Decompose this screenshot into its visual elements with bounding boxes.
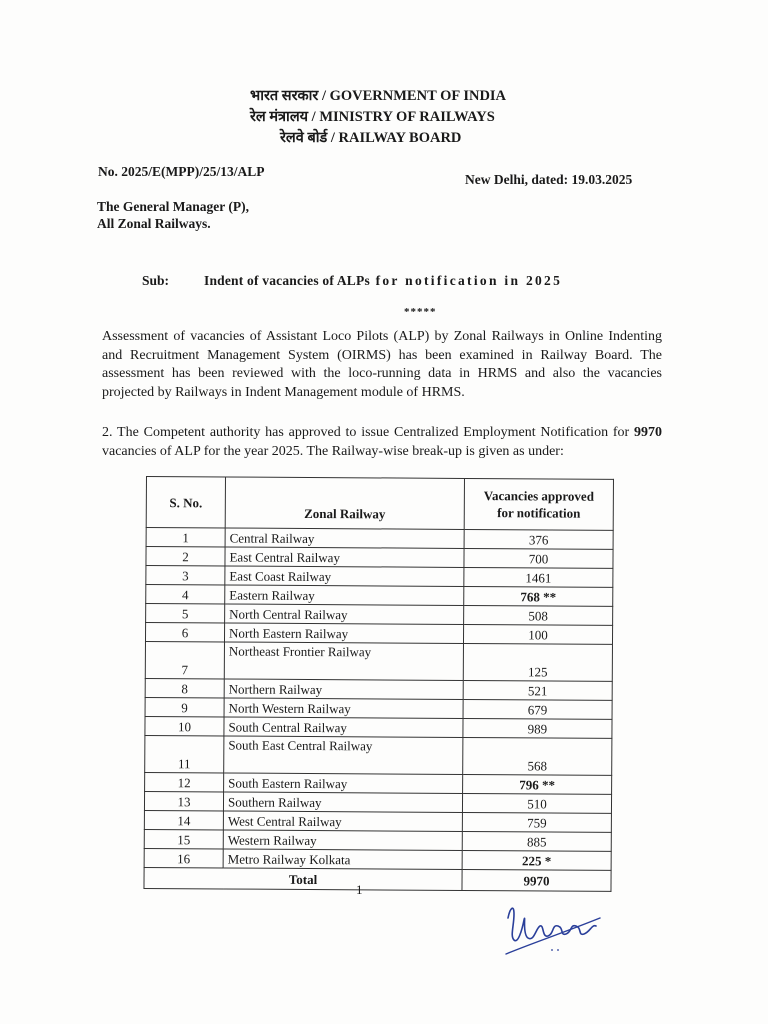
subject-line [142,273,562,289]
row-zone: Central Railway [225,528,464,548]
subject-text-spaced: for notification in 2025 [369,273,563,288]
addressee-line-2: All Zonal Railways. [97,216,211,231]
row-sno: 4 [146,585,225,604]
paragraph-2-count: 9970 [634,425,662,440]
row-zone: West Central Railway [223,811,462,831]
letterhead [250,86,506,149]
row-vacancies: 768 ** [464,586,613,606]
row-zone: Metro Railway Kolkata [223,849,462,869]
row-sno: 2 [146,547,225,566]
row-vacancies: 568 [463,737,612,775]
reference-number: No. 2025/E(MPP)/25/13/ALP [98,164,265,179]
table-header-row [146,477,613,531]
row-zone: Northern Railway [224,679,463,699]
row-sno: 14 [144,810,223,829]
subject-text: Indent of vacancies of ALPs [204,273,370,288]
separator: ***** [404,306,437,318]
row-zone: Eastern Railway [225,585,464,605]
letterhead-board: रेलवे बोर्ड / RAILWAY BOARD [280,130,462,146]
row-vacancies: 885 [462,831,611,851]
row-sno: 3 [146,566,225,585]
letterhead-government: भारत सरकार / GOVERNMENT OF INDIA [250,88,507,104]
row-zone: Western Railway [223,830,462,850]
header-vacancies [464,478,613,530]
row-vacancies: 989 [463,718,612,738]
paragraph-2-suffix: vacancies of ALP for the year 2025. The Railway-wise break-up is given as under: [102,443,564,459]
row-zone: Northeast Frontier Railway [224,642,463,680]
header-vacancies-line-2: for notification [497,505,581,521]
header-sno: S. No. [146,477,225,528]
table-row [145,735,612,775]
date-line: New Delhi, dated: 19.03.2025 [465,172,633,187]
paragraph-1: Assessment of vacancies of Assistant Loco Pilots (ALP) by Zonal Railways in Online Indenting and Recruitment Management System (OIRMS) has been examined in Railway Board. The assessment has been reviewed with the loco-running data in HRMS and also the vacancies projected by Railways in Indent Management module of HRMS. [102,329,662,400]
page-number: 1 [356,882,363,897]
row-zone: Southern Railway [223,792,462,812]
row-vacancies: 1461 [464,567,613,587]
row-vacancies: 759 [462,812,611,832]
row-vacancies: 376 [464,529,613,549]
row-vacancies: 510 [462,793,611,813]
row-vacancies: 679 [463,699,612,719]
row-sno: 1 [146,528,225,547]
row-zone: South Central Railway [224,717,463,737]
row-zone: South East Central Railway [224,736,463,774]
row-sno: 8 [145,678,224,697]
paragraph-2-prefix: 2. The Competent authority has approved to issue Centralized Employment Notification for [102,425,634,440]
header-vacancies-line-1: Vacancies approved [483,488,595,504]
addressee [97,198,249,232]
row-zone: North Western Railway [224,698,463,718]
row-sno: 9 [145,697,224,716]
row-vacancies: 521 [463,680,612,700]
row-sno: 13 [144,791,223,810]
table-total-row [144,867,611,891]
vacancy-table [143,476,614,892]
row-sno: 15 [144,829,223,848]
row-vacancies: 225 * [462,850,611,870]
row-vacancies: 100 [463,624,612,644]
paragraph-2 [102,424,662,461]
total-value: 9970 [462,869,611,891]
header-zone: Zonal Railway [225,477,464,529]
row-sno: 5 [146,604,225,623]
row-sno: 16 [144,848,223,867]
row-vacancies: 508 [464,605,613,625]
total-label: Total [144,867,462,890]
signature-image [500,890,610,970]
row-zone: North Central Railway [225,604,464,624]
addressee-line-1: The General Manager (P), [97,199,249,214]
row-sno: 6 [145,623,224,642]
table-body [144,528,613,871]
row-vacancies: 796 ** [463,774,612,794]
row-sno: 12 [145,772,224,791]
row-zone: North Eastern Railway [224,623,463,643]
letterhead-ministry: रेल मंत्रालय / MINISTRY OF RAILWAYS [250,109,495,125]
row-sno: 11 [145,735,224,772]
row-zone: East Central Railway [225,547,464,567]
subject-label: Sub: [142,273,170,288]
row-vacancies: 125 [463,643,612,681]
row-zone: East Coast Railway [225,566,464,586]
row-sno: 10 [145,716,224,735]
table-row [145,641,612,681]
row-vacancies: 700 [464,548,613,568]
row-zone: South Eastern Railway [224,773,463,793]
row-sno: 7 [145,641,224,678]
